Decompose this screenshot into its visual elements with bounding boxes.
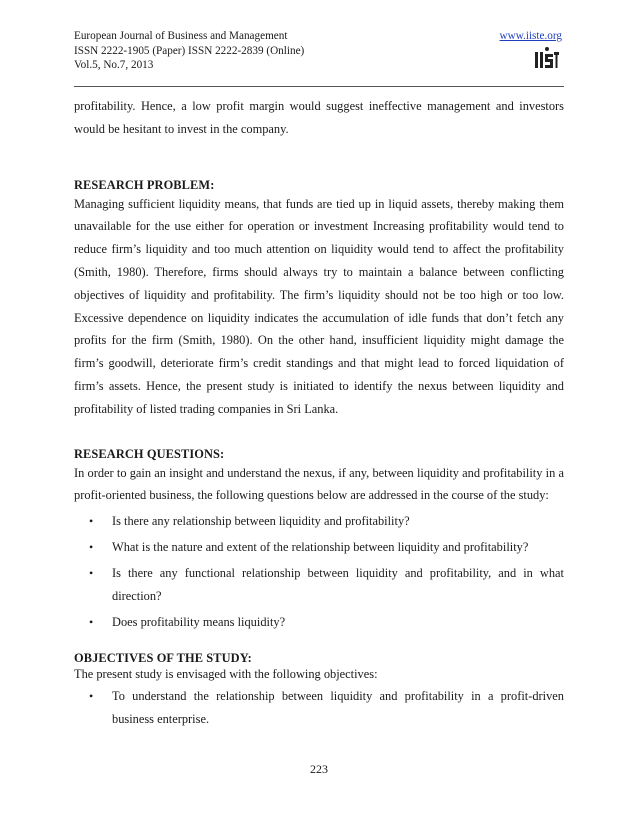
- journal-header: [74, 29, 564, 87]
- article-body: [74, 95, 564, 731]
- issn-line: ISSN 2222-1905 (Paper) ISSN 2222-2839 (Online): [74, 44, 305, 57]
- list-item: • Does profitability means liquidity?: [74, 611, 564, 634]
- objectives-list: [74, 685, 564, 731]
- bullet-icon: •: [89, 615, 94, 630]
- volume-line: Vol.5, No.7, 2013: [74, 59, 154, 71]
- objectives-intro: The present study is envisaged with the following objectives:: [74, 667, 378, 682]
- list-item: • Is there any relationship between liquidity and profitability?: [74, 510, 564, 533]
- bullet-icon: •: [89, 689, 94, 704]
- bullet-icon: •: [89, 540, 94, 555]
- header-rule: [74, 86, 564, 87]
- page-number: 223: [310, 762, 328, 776]
- objectives-heading: OBJECTIVES OF THE STUDY:: [74, 651, 252, 666]
- bullet-icon: •: [89, 566, 94, 581]
- journal-name: European Journal of Business and Management: [74, 30, 288, 42]
- intro-paragraph: profitability. Hence, a low profit margin would suggest ineffective management and investors would be hesitant to invest in the company.: [74, 99, 564, 136]
- list-item: • What is the nature and extent of the relationship between liquidity and profitability?: [74, 536, 564, 559]
- research-problem-heading: RESEARCH PROBLEM:: [74, 177, 215, 192]
- research-questions-intro: In order to gain an insight and understand the nexus, if any, between liquidity and profitability in a profit-oriented business, the following questions below are addressed in the course of the study:: [74, 465, 564, 503]
- journal-url-link[interactable]: www.iiste.org: [499, 30, 562, 42]
- research-questions-heading: RESEARCH QUESTIONS:: [74, 446, 225, 461]
- bullet-icon: •: [89, 514, 94, 529]
- list-item: • To understand the relationship between liquidity and profitability in a profit-driven business enterprise.: [74, 685, 564, 731]
- research-problem-paragraph: Managing sufficient liquidity means, that funds are tied up in liquid assets, thereby making them unavailable for the use either for operation or investment Increasing profitability would tend to reduce firm’s liquidity and too much attention on liquidity would tend to affect the profitability (Smith, 1980). Therefore, firms should always try to maintain a balance between conflicting objectives of liquidity and profitability. The firm’s liquidity should not be too high or too low. Excessive dependence on liquidity indicates the accumulation of idle funds that don’t fetch any profits for the firm (Smith, 1980). On the other hand, insufficient liquidity might damage the firm’s goodwill, deteriorate firm’s credit standings and that might lead to forced liquidation of firm’s assets. Hence, the present study is initiated to identify the nexus between liquidity and profitability of listed trading companies in Sri Lanka.: [74, 196, 564, 416]
- list-item: • Is there any functional relationship between liquidity and profitability, and in what direction?: [74, 562, 564, 608]
- research-questions-list: [74, 510, 564, 634]
- iiste-logo: [534, 46, 560, 72]
